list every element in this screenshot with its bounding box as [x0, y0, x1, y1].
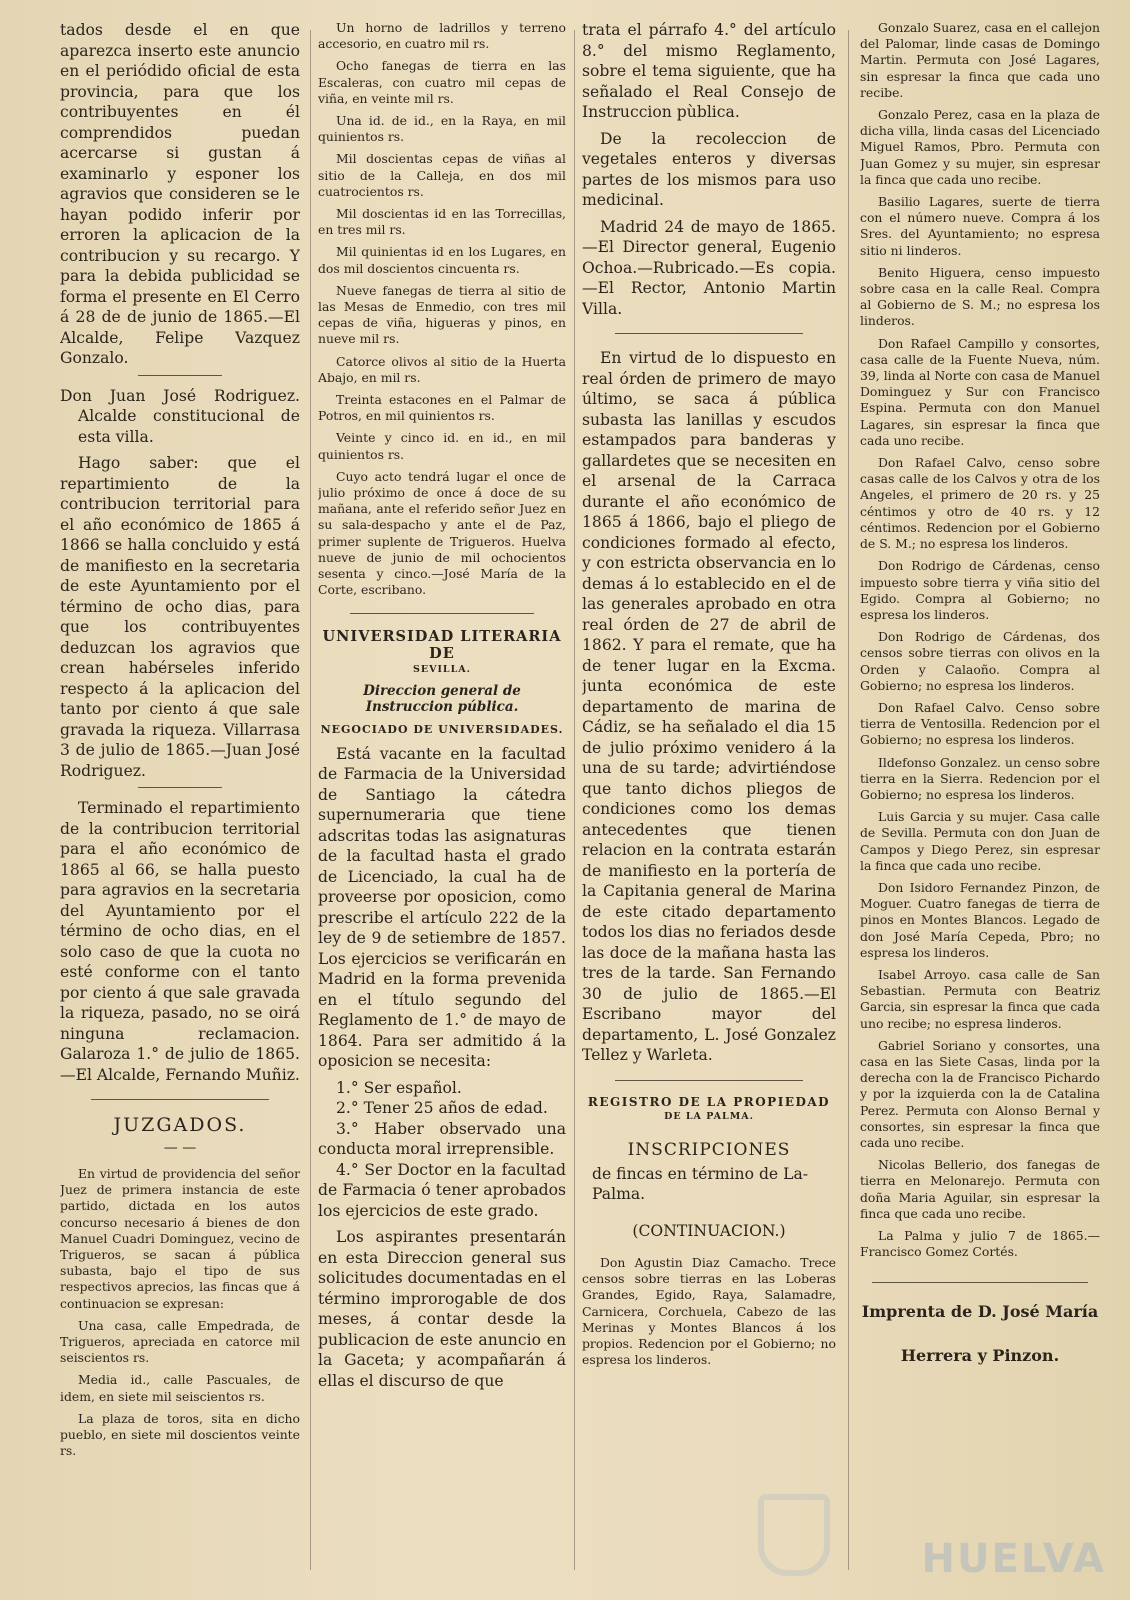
separator [138, 787, 222, 788]
column-3 [582, 20, 836, 1590]
finca-item: Nueve fanegas de tierra al sitio de las Mesas de Enmedio, con tres mil cepas de viña, higueras y pinos, en nueve mil rs. [318, 282, 566, 347]
registry-entry: Don Rodrigo de Cárdenas, dos censos sobre tierras con olivos en la Orden y Calaoño. Compra al Gobierno; no espresa los linderos. [860, 629, 1100, 693]
imprint-line-2: Herrera y Pinzon. [900, 1346, 1060, 1366]
column-1 [60, 20, 300, 1590]
separator [91, 1099, 269, 1100]
imprint-line-1: Imprenta de D. José María [861, 1302, 1099, 1322]
requirement-item: 1.° Ser español. [336, 1078, 462, 1097]
column-4 [860, 20, 1100, 1590]
inscripciones-subheading: de fincas en término de La-Palma. [592, 1164, 809, 1203]
applicants-notice: Los aspirantes presentarán en esta Direccion general sus solicitudes documentadas en el término improrogable de dos meses, á contar desde la publicacion de este anuncio en la Gaceta; y acompañarán á ellas el discurso de que [318, 1228, 566, 1390]
registry-entry: Luis Garcia y su mujer. Casa calle de Sevilla. Permuta con don Juan de Campos y Diego Perez, sin espresar la finca que cada uno recibe. [860, 809, 1100, 873]
section-title-registro: REGISTRO DE LA PROPIEDAD [587, 1094, 831, 1109]
finca-item: La plaza de toros, sita en dicho pueblo, en siete mil doscientos veinte rs. [60, 1410, 300, 1459]
notice-continuation: trata el párrafo 4.° del artículo 8.° del mismo Reglamento, sobre el tema siguiente, que ha señalado el Real Consejo de Instruccion pùblica. [582, 21, 836, 121]
registry-entry: Benito Higuera, censo impuesto sobre casa en la calle Real. Compra al Gobierno de S. M.; no espresa los linderos. [860, 264, 1100, 329]
separator [615, 1080, 803, 1081]
registry-entry: Isabel Arroyo. casa calle de San Sebastian. Permuta con Beatriz Garcia, sin espresar la finca que cada uno recibe; no espresa linderos. [860, 966, 1100, 1031]
separator [872, 1282, 1088, 1283]
finca-item: Mil quinientas id en los Lugares, en dos mil doscientos cincuenta rs. [318, 244, 566, 276]
finca-item: Mil doscientas id en las Torrecillas, en tres mil rs. [318, 206, 566, 238]
watermark-shield-icon [758, 1494, 830, 1576]
signature-block: Madrid 24 de mayo de 1865.—El Director general, Eugenio Ochoa.—Rubricado.—Es copia.—El Rector, Antonio Martin Villa. [582, 217, 836, 318]
vacancy-notice: Está vacante en la facultad de Farmacia de la Universidad de Santiago la cátedra supernumeraria que tiene adscritas todas las asignaturas de la facultad hasta el grado de Licenciado, la cual ha de proveerse por oposicion, como prescribe el artículo 222 de la ley de 9 de setiembre de 1857. Los ejercicios se verificarán en Madrid en la forma prevenida en el título segundo del Reglamento de 1.° de mayo de 1864. Para ser admitido á la oposicion se necesita: [318, 744, 566, 1070]
registry-entry: Ildefonso Gonzalez. un censo sobre tierra en la Sierra. Redencion por el Gobierno; no espresa los linderos. [860, 754, 1100, 802]
notice-el-cerro: tados desde el en que aparezca inserto este anuncio en el periódido oficial de esta provincia, para que los contribuyentes en él comprendidos puedan acercarse si gustan á examinarlo y esponer los agravios que consideren se le hayan podido inferir por erroren la aplicacion de la contribucion y su recargo. Y para la debida publicidad se forma el presente en El Cerro á 28 de de junio de 1865.—El Alcalde, Felipe Vazquez Gonzalo. [60, 21, 300, 367]
continuacion-label: (CONTINUACION.) [632, 1221, 786, 1240]
section-subtitle-sevilla: SEVILLA. [413, 663, 471, 675]
registry-signature: La Palma y julio 7 de 1865.—Francisco Gomez Cortés. [860, 1228, 1100, 1260]
finca-item: Catorce olivos al sitio de la Huerta Abajo, en mil rs. [318, 353, 566, 385]
registry-entry: Don Rafael Calvo. Censo sobre tierra de Ventosilla. Redencion por el Gobierno; no espresa los linderos. [860, 699, 1100, 748]
notice-villarrasa: Hago saber: que el repartimiento de la contribucion territorial para el año económico de 1865 á 1866 se halla concluido y está de manifiesto en la secretaria de este Ayuntamiento por el término de ocho dias, para que los contribuyentes deduzcan los agravios que crean habérseles inferido respecto á la aplicacion del tanto por ciento á que sale gravada la riqueza. Villarrasa 3 de julio de 1865.—Juan José Rodriguez. [60, 454, 300, 780]
notice-villarrasa-heading: Don Juan José Rodriguez. Alcalde constitucional de esta villa. [60, 386, 300, 446]
registry-entry: Don Rafael Calvo, censo sobre casas calle de los Calvos y otra de los Angeles, el primero de 20 rs. y 25 céntimos y otro de 40 rs. y 12 céntimos. Redencion por el Gobierno de S. M.; no espresa los linderos. [860, 455, 1100, 552]
registry-entry: Gonzalo Suarez, casa en el callejon del Palomar, linde casas de Domingo Martin. Permuta con José Lagares, sin espresar la finca que cada uno recibe. [860, 20, 1100, 100]
finca-item: Mil doscientas cepas de viñas al sitio de la Calleja, en dos mil cuatrocientos rs. [318, 151, 566, 199]
finca-item: Un horno de ladrillos y terreno accesorio, en cuatro mil rs. [318, 20, 566, 52]
requirement-item: 3.° Haber observado una conducta moral irreprensible. [318, 1119, 566, 1158]
finca-item: Una id. de id., en la Raya, en mil quinientos rs. [318, 113, 566, 145]
registry-entry: Don Rodrigo de Cárdenas, censo impuesto sobre tierra y viña sitio del Egido. Compra al Gobierno; no espresa los linderos. [860, 558, 1100, 622]
finca-item: Ocho fanegas de tierra en las Escaleras, con cuatro mil cepas de viña, en veinte mil rs. [318, 58, 566, 106]
separator [138, 375, 222, 376]
registry-entry: Don Agustin Diaz Camacho. Trece censos sobre tierras en las Loberas Grandes, Egido, Raya, Salamadre, Carnicera, Corchuela, Cabezo de las Merinas y Montes Blancos á los propios. Redencion por el Gobierno; no espresa los linderos. [582, 1255, 836, 1368]
finca-item: Treinta estacones en el Palmar de Potros, en mil quinientos rs. [318, 392, 566, 424]
direccion-general: Direccion general de Instruccion pública. [363, 682, 521, 715]
registry-entry: Gabriel Soriano y consortes, una casa en las Siete Casas, linda por la derecha con la de Francisco Pichardo y por la izquierda con la de Catalina Perez. Permuta con Alonso Bernal y consortes, sin espresar la finca que cada uno recibe. [860, 1037, 1100, 1150]
requirement-item: 4.° Ser Doctor en la facultad de Farmacia ó tener aprobados los ejercicios de este grado. [318, 1160, 566, 1220]
negociado-heading: NEGOCIADO DE UNIVERSIDADES. [320, 722, 564, 736]
registry-entry: Don Rafael Campillo y consortes, casa calle de la Fuente Nueva, núm. 39, linda al Norte con casa de Manuel Dominguez y Sur con Francisco Espina. Permuta con don Manuel Lagares, sin espresar la finca que cada uno recibe. [860, 335, 1100, 448]
registry-entry: Nicolas Bellerio, dos fanegas de tierra en Melonarejo. Permuta con doña Maria Aguilar, sin espresar la finca que cada uno recibe. [860, 1157, 1100, 1221]
inscripciones-heading: INSCRIPCIONES [627, 1139, 791, 1160]
section-title-universidad: UNIVERSIDAD LITERARIA DE [322, 627, 562, 662]
column-divider [310, 30, 311, 1570]
section-title-juzgados: JUZGADOS. [113, 1114, 247, 1136]
registry-entry: Don Isidoro Fernandez Pinzon, de Moguer. Cuatro fanegas de tierra de pinos en Montes Blancos. Legado de don José María Cepeda, Pbro; no espresa los linderos. [860, 879, 1100, 960]
finca-item: Media id., calle Pascuales, de idem, en siete mil seiscientos rs. [60, 1372, 300, 1404]
arsenal-auction-notice: En virtud de lo dispuesto en real órden de primero de mayo último, se saca á pública subasta las lanillas y escudos estampados para banderas y gallardetes que se necesiten en el arsenal de la Carraca durante el año económico de 1865 á 1866, bajo el pliego de condiciones formado al efecto, y con estricta observancia en lo demas á lo establecido en el de las generales aprobado en otra real órden de 27 de abril de 1862. Y para el remate, que ha de tener lugar en la Excma. junta económica de este departamento de marina de Cádiz, se ha señalado el dia 15 de julio próximo venidero á la una de su tarde; advirtiéndose que tanto dichos pliegos de condiciones como los demas antecedentes que tienen relacion en la contrata estarán de manifiesto en la portería de la Capitania general de Marina de este citado departamento todos los dias no feriados desde las doce de la mañana hasta las tres de la tarde. San Fernando 30 de julio de 1865.—El Escribano mayor del departamento, L. José Gonzalez Tellez y Warleta. [582, 349, 836, 1064]
watermark-text: HUELVA [921, 1536, 1106, 1582]
finca-item: Una casa, calle Empedrada, de Trigueros, apreciada en catorce mil seiscientos rs. [60, 1317, 300, 1366]
column-divider [848, 30, 849, 1570]
separator [615, 333, 803, 334]
registry-entry: Gonzalo Perez, casa en la plaza de dicha villa, linda casas del Licenciado Miguel Ramos, Pbro. Permuta con Juan Gomez y su mujer, sin espresar la finca que cada uno recibe. [860, 107, 1100, 187]
column-2 [318, 20, 566, 1590]
separator [350, 613, 534, 614]
requirement-item: 2.° Tener 25 años de edad. [336, 1099, 548, 1117]
section-subtitle-la-palma: DE LA PALMA. [664, 1110, 754, 1122]
notice-galaroza: Terminado el repartimiento de la contribucion territorial para el año económico de 1865 al 66, se halla puesto para agravios en la secretaria del Ayuntamiento por el término de ocho dias, en el solo caso de que la cuota no esté conforme con el tanto por ciento á que sale gravada la riqueza, pasado, no se oirá ninguna reclamacion. Galaroza 1.° de julio de 1865.—El Alcalde, Fernando Muñiz. [60, 799, 300, 1084]
column-divider [574, 30, 575, 1570]
topic-statement: De la recoleccion de vegetales enteros y diversas partes de los mismos para uso medicinal. [582, 129, 836, 209]
juzgado-notice: En virtud de providencia del señor Juez de primera instancia de este partido, dictada en los autos concurso necesario á bienes de don Manuel Cuadri Dominguez, vecino de Trigueros, se sacan á pública subasta, bajo el tipo de sus respectivos aprecios, las fincas que á continuacion se expresan: [60, 1166, 300, 1311]
registry-entry: Basilio Lagares, suerte de tierra con el número nueve. Compra á los Sres. del Ayuntamiento; no espresa sitio ni linderos. [860, 194, 1100, 258]
finca-item: Veinte y cinco id. en id., en mil quinientos rs. [318, 430, 566, 462]
title-dash: — — [163, 1140, 197, 1156]
auction-details: Cuyo acto tendrá lugar el once de julio próximo de once á doce de su mañana, ante el referido señor Juez en su sala-despacho y ante el de Paz, primer suplente de Trigueros. Huelva nueve de junio de mil ochocientos sesenta y cinco.—José María de la Corte, escribano. [318, 468, 566, 598]
